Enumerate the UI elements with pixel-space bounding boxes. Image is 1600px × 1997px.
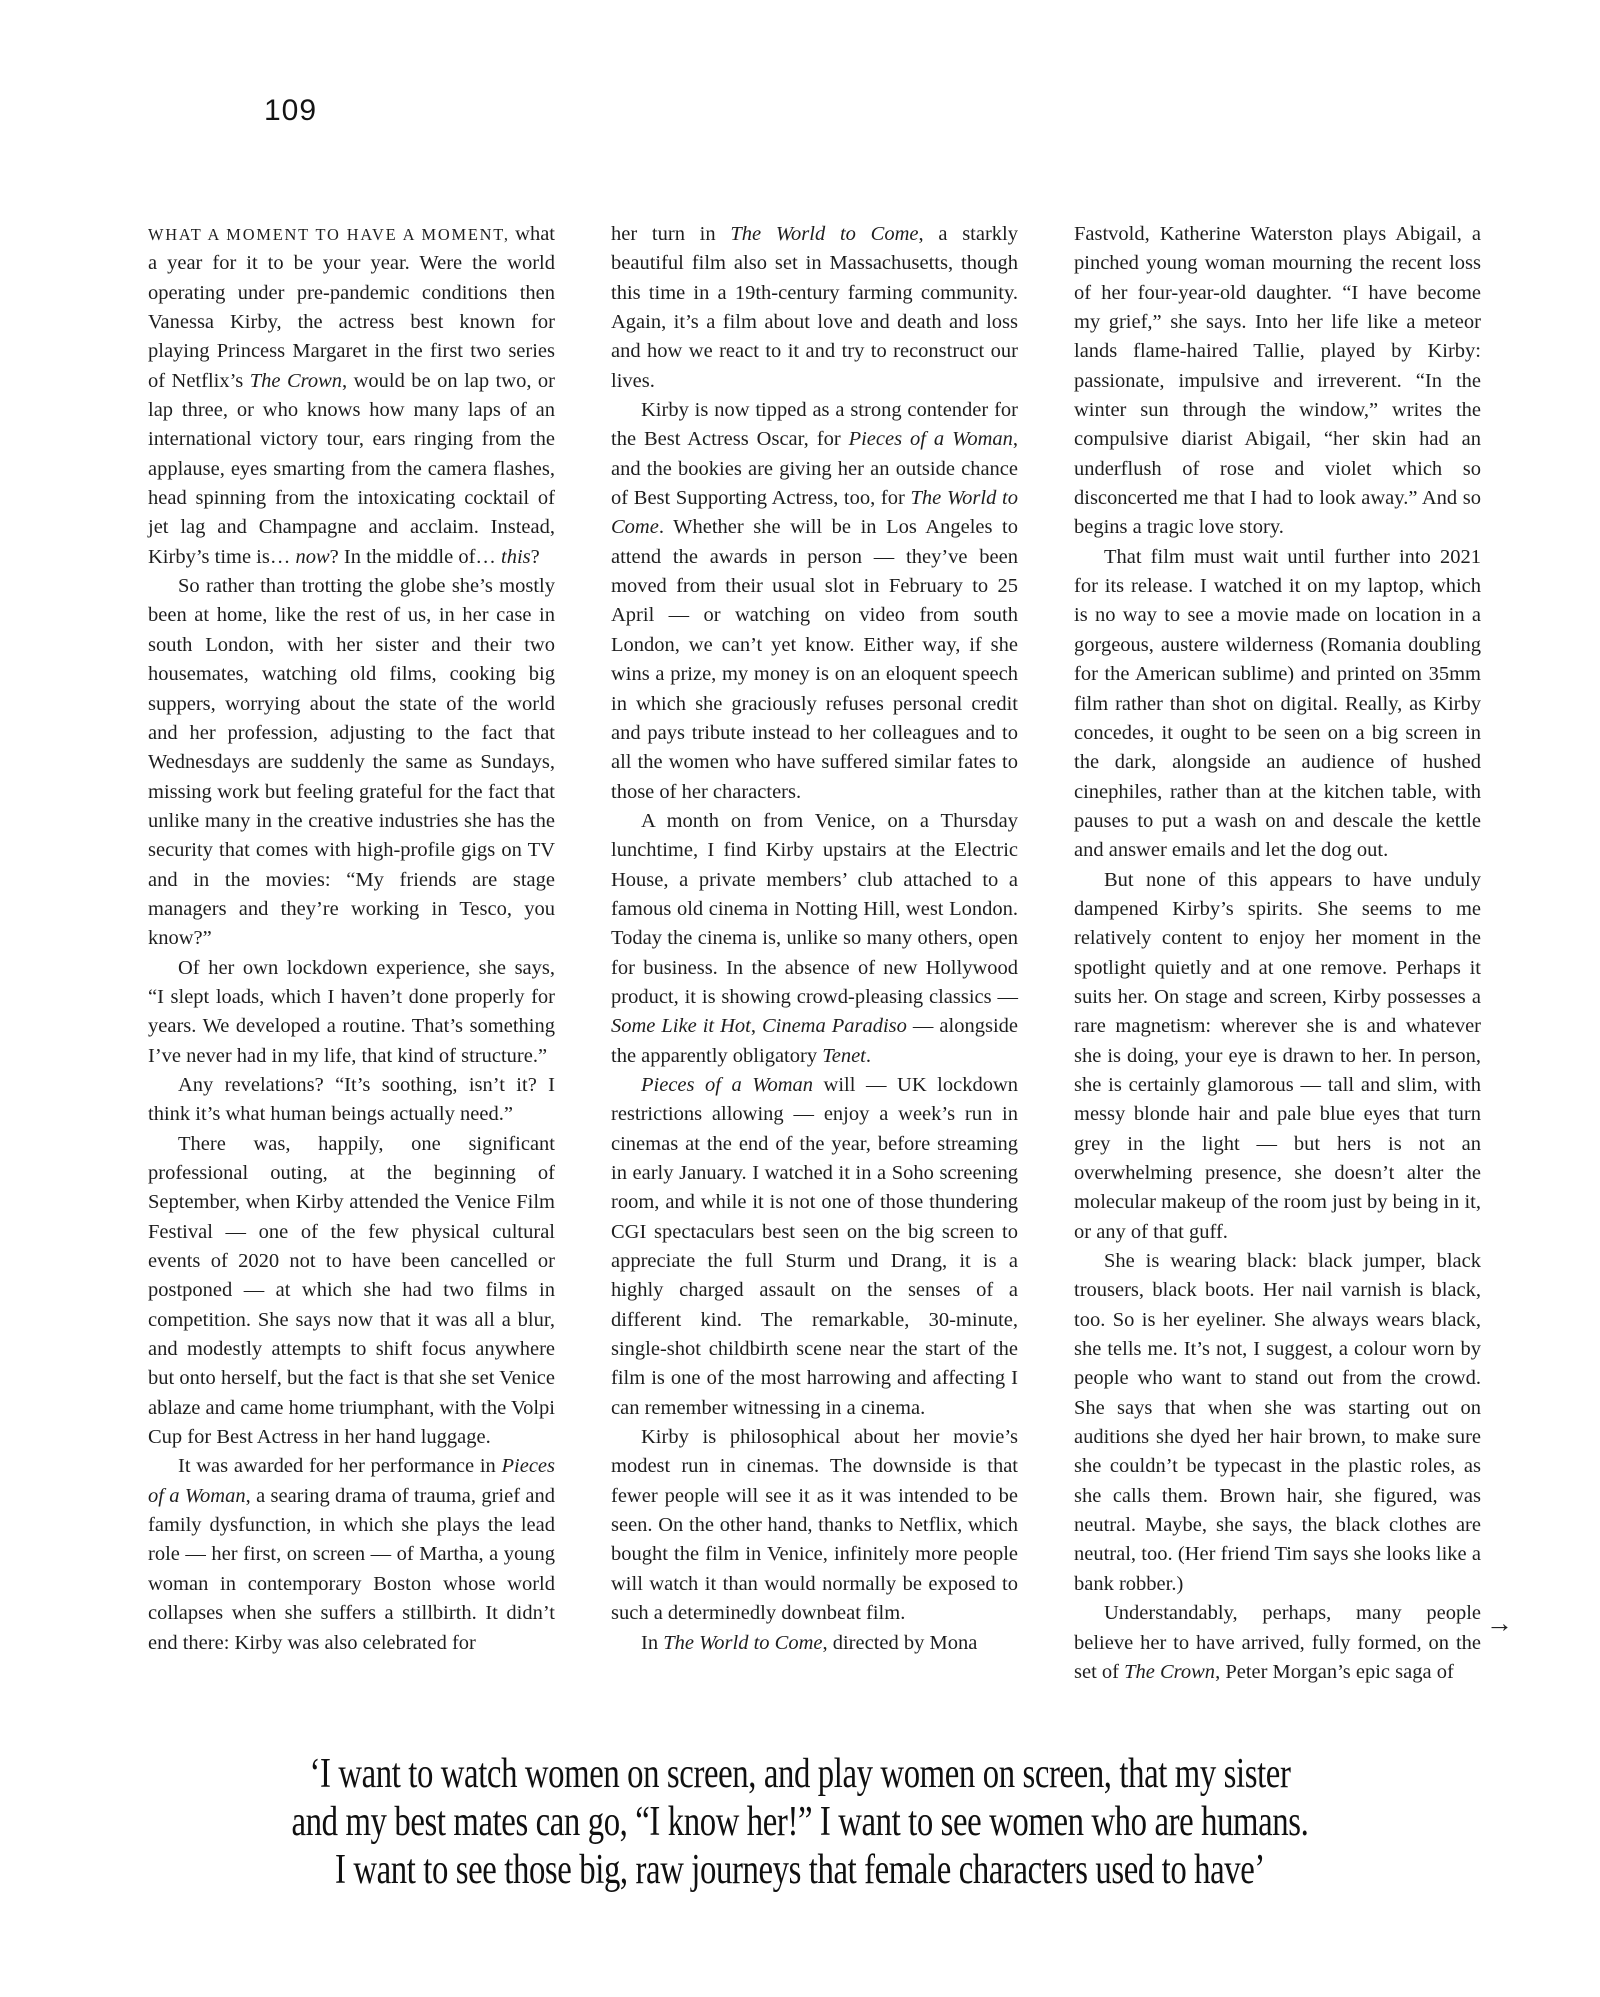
text-run: Fastvold, Katherine Waterston plays Abigail, a pinched young woman mourning the recent loss of her four-year-old daughter. “I have become my grief,” she says. Into her life like a meteor lands flame-haired Tallie, played by Kirby: passionate, impulsive and irreverent. “In the winter sun through the window,” writes the compulsive diarist Abigail, “her skin had an underflush of rose and violet which so disconcerted me that I had to look away.” And so begins a tragic love story. xyxy=(1074,223,1481,539)
italic-title: Pieces of a Woman xyxy=(641,1073,814,1096)
smallcaps-lede: WHAT A MOMENT TO HAVE A MOMENT, xyxy=(148,225,510,244)
pull-quote-line: I want to see those big, raw journeys that female characters used to have’ xyxy=(335,1847,1265,1893)
italic-title: The World to Come xyxy=(730,223,919,245)
text-run: She is wearing black: black jumper, black trousers, black boots. Her nail varnish is black, too. So is her eyeliner. She always wears black, she tells me. It’s not, I suggest, a colour worn by people who want to stand out from the crowd. She says that when she was starting out on auditions she dyed her hair brown, to make sure she couldn’t be typecast in the plastic roles, as she calls them. Brown hair, she figured, was neutral. Maybe, she says, the black clothes are neutral, too. (Her friend Tim says she looks like a bank robber.) xyxy=(1074,1250,1481,1595)
paragraph xyxy=(1074,543,1481,866)
text-run: , xyxy=(750,1015,762,1038)
text-run: ? In the middle of… xyxy=(329,545,502,568)
text-run: Kirby is now tipped as a strong contender for the Best Actress Oscar, for xyxy=(611,399,1018,451)
paragraph xyxy=(611,1629,1018,1658)
italic-title: The Crown xyxy=(249,369,343,392)
text-run: ? xyxy=(530,545,540,568)
text-run: Kirby is philosophical about her movie’s modest run in cinemas. The downside is that fewer people will see it as it was intended to be seen. On the other hand, thanks to Netflix, which bought the film in Venice, infinitely more people will watch it than would normally be exposed to such a determinedly downbeat film. xyxy=(611,1426,1018,1625)
paragraph xyxy=(148,572,555,953)
continuation-arrow-icon: → xyxy=(1486,1608,1513,1638)
text-run: Any revelations? “It’s soothing, isn’t it? I think it’s what human beings actually need.” xyxy=(148,1073,555,1126)
text-run: . xyxy=(865,1044,871,1067)
text-run: . Whether she will be in Los Angeles to attend the awards in person — they’ve been moved from their usual slot in February to 25 April — or watching on video from south London, we can’t yet know. Either way, if she wins a prize, my money is on an eloquent speech in which she graciously refuses personal credit and pays tribute instead to her colleagues and to all the women who have suffered similar fates to those of her characters. xyxy=(611,516,1018,803)
paragraph xyxy=(148,1130,555,1453)
text-run: her turn in xyxy=(611,223,731,245)
text-run: It was awarded for her performance in xyxy=(178,1455,502,1478)
paragraph xyxy=(148,220,555,572)
pull-quote xyxy=(176,1750,1424,1894)
paragraph xyxy=(148,954,555,1071)
italic-title: The World to Come xyxy=(611,487,1018,539)
text-run: , a starkly beautiful film also set in Massachusetts, though this time in a 19th-century farming community. Again, it’s a film about love and death and loss and how we react to it and try to reconstruct our lives. xyxy=(611,223,1018,392)
paragraph xyxy=(148,1071,555,1130)
paragraph xyxy=(611,396,1018,807)
text-run: Of her own lockdown experience, she says, “I slept loads, which I haven’t done properly for years. We developed a routine. That’s something I’ve never had in my life, that kind of structure.” xyxy=(148,956,555,1067)
text-run: — alongside the apparently obligatory xyxy=(611,1015,1018,1067)
italic-title: Tenet xyxy=(822,1044,866,1067)
italic-title: Some Like it Hot xyxy=(611,1015,751,1038)
paragraph xyxy=(148,1452,555,1657)
italic-title: The World to Come xyxy=(663,1631,823,1654)
text-run: will — UK lockdown restrictions allowing — enjoy a week’s run in cinemas at the end of the year, before streaming in early January. I watched it in a Soho screening room, and while it is not one of those thundering CGI spectaculars best seen on the big screen to appreciate the full Sturm und Drang, it is a highly charged assault on the senses of a different kind. The remarkable, 30-minute, single-shot childbirth scene near the start of the film is one of the most harrowing and affecting I can remember witnessing in a cinema. xyxy=(611,1073,1018,1419)
text-run: , and the bookies are giving her an outside chance of Best Supporting Actress, too, for xyxy=(611,428,1018,510)
italic-title: The Crown xyxy=(1124,1660,1216,1683)
article-column-2 xyxy=(611,220,1018,1687)
paragraph xyxy=(611,1423,1018,1628)
article-column-3 xyxy=(1074,220,1481,1687)
text-run: , a searing drama of trauma, grief and family dysfunction, in which she plays the lead role — her first, on screen — of Martha, a young woman in contemporary Boston whose world collapses when she suffers a stillbirth. It didn’t end there: Kirby was also celebrated for xyxy=(148,1484,555,1654)
text-run: what a year for it to be your year. Were the world operating under pre-pandemic conditions then Vanessa Kirby, the actress best known for playing Princess Margaret in the first two series of Netflix’s xyxy=(148,223,555,392)
paragraph xyxy=(1074,220,1481,543)
text-run: So rather than trotting the globe she’s mostly been at home, like the rest of us, in her case in south London, with her sister and their two housemates, watching old films, cooking big suppers, worrying about the state of the world and her profession, adjusting to the fact that Wednesdays are suddenly the same as Sundays, missing work but feeling grateful for the fact that unlike many in the creative industries she has the security that comes with high-profile gigs on TV and in the movies: “My friends are stage managers and they’re working in Tesco, you know?” xyxy=(148,575,555,950)
text-run: There was, happily, one significant professional outing, at the beginning of September, when Kirby attended the Venice Film Festival — one of the few physical cultural events of 2020 not to have been cancelled or postponed — at which she had two films in competition. She says now that it was all a blur, and modestly attempts to shift focus anywhere but onto herself, but the fact is that she set Venice ablaze and came home triumphant, with the Volpi Cup for Best Actress in her hand luggage. xyxy=(148,1132,555,1449)
paragraph xyxy=(1074,1247,1481,1599)
text-run: That film must wait until further into 2021 for its release. I watched it on my laptop, which is no way to see a movie made on location in a gorgeous, austere wilderness (Romania doubling for the American sublime) and printed on 35mm film rather than shot on digital. Really, as Kirby concedes, it ought to be seen on a big screen in the dark, alongside an audience of hushed cinephiles, rather than at the kitchen table, with pauses to put a wash on and descale the kettle and answer emails and let the dog out. xyxy=(1074,545,1481,862)
text-run: , would be on lap two, or lap three, or who knows how many laps of an international victory tour, ears ringing from the applause, eyes smarting from the camera flashes, head spinning from the intoxicating cocktail of jet lag and Champagne and acclaim. Instead, Kirby’s time is… xyxy=(148,369,555,568)
italic-title: Pieces of a Woman xyxy=(148,1455,555,1507)
paragraph xyxy=(611,807,1018,1071)
pull-quote-line: and my best mates can go, “I know her!” I want to see women who are humans. xyxy=(291,1799,1309,1845)
paragraph xyxy=(1074,1599,1481,1687)
text-run: But none of this appears to have unduly dampened Kirby’s spirits. She seems to me relatively content to enjoy her moment in the spotlight quietly and at one remove. Perhaps it suits her. On stage and screen, Kirby possesses a rare magnetism: wherever she is and whatever she is doing, your eye is drawn to her. In person, she is certainly glamorous — tall and slim, with messy blonde hair and pale blue eyes that turn grey in the light — but hers is not an overwhelming presence, she doesn’t alter the molecular makeup of the room just by being in it, or any of that guff. xyxy=(1074,868,1481,1243)
text-run: , Peter Morgan’s epic saga of xyxy=(1215,1660,1454,1683)
italic-title: now xyxy=(295,545,330,568)
italic-title: Cinema Paradiso xyxy=(761,1015,907,1038)
paragraph xyxy=(1074,866,1481,1247)
article-body xyxy=(148,220,1481,1687)
italic-title: Pieces of a Woman xyxy=(848,428,1013,451)
paragraph xyxy=(611,1071,1018,1423)
italic-title: this xyxy=(501,545,531,568)
text-run: , directed by Mona xyxy=(822,1631,978,1654)
paragraph xyxy=(611,220,1018,396)
text-run: Understandably, perhaps, many people believe her to have arrived, fully formed, on the set of xyxy=(1074,1602,1481,1683)
article-column-1 xyxy=(148,220,555,1687)
page-number: 109 xyxy=(264,94,318,127)
text-run: In xyxy=(641,1631,664,1654)
pull-quote-line: ‘I want to watch women on screen, and play women on screen, that my sister xyxy=(309,1751,1291,1797)
text-run: A month on from Venice, on a Thursday lunchtime, I find Kirby upstairs at the Electric House, a private members’ club attached to a famous old cinema in Notting Hill, west London. Today the cinema is, unlike so many others, open for business. In the absence of new Hollywood product, it is showing crowd-pleasing classics — xyxy=(611,809,1018,1008)
